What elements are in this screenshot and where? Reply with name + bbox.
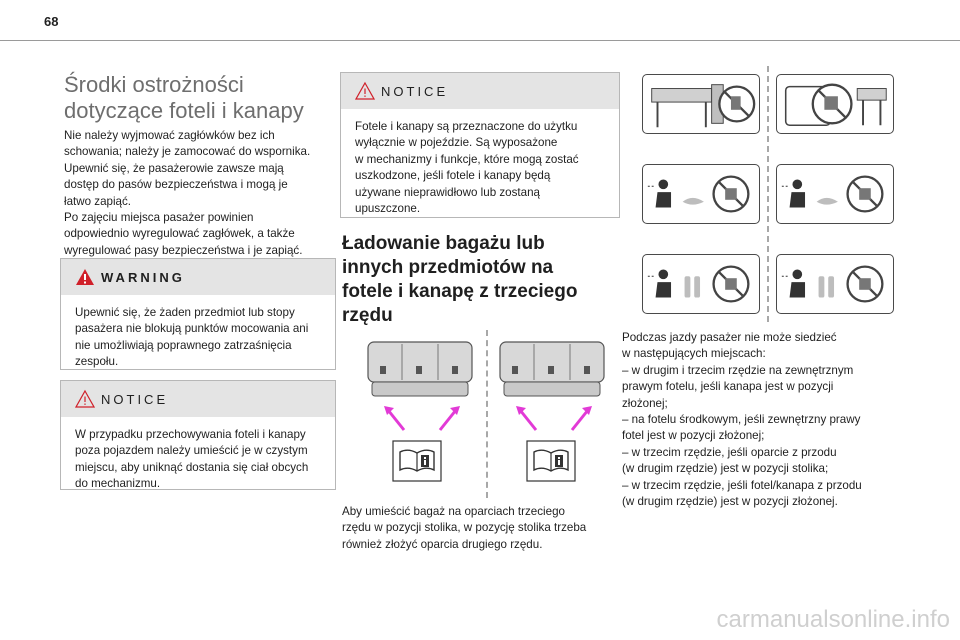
text-line: Podczas jazdy pasażer nie może siedzieć bbox=[622, 331, 837, 344]
passenger-stowed-seat-prohibited-icon bbox=[642, 254, 760, 314]
warning-header bbox=[61, 259, 335, 295]
intro-paragraph bbox=[64, 128, 344, 259]
text-line: upuszczone. bbox=[355, 202, 421, 216]
text-line: Nie należy wyjmować zagłówków bez ich bbox=[64, 129, 275, 142]
warning-label: WARNING bbox=[101, 270, 185, 285]
text-line: odpowiednio wyregulować zagłówek, a także bbox=[64, 227, 295, 241]
heading-line: Ładowanie bagażu lub bbox=[342, 233, 545, 254]
passenger-stowed-seat-prohibited-icon bbox=[776, 254, 894, 314]
notice-body bbox=[341, 109, 619, 227]
notice-triangle-icon bbox=[75, 389, 95, 409]
text-line: uszkodzone, jeśli fotele i kanapy będą bbox=[355, 169, 551, 183]
text-line: zespołu. bbox=[75, 355, 119, 369]
list-item: – na fotelu środkowym, jeśli zewnętrzny prawy bbox=[622, 413, 861, 427]
tablet-bench-prohibited-icon bbox=[776, 74, 894, 134]
notice-label: NOTICE bbox=[101, 392, 169, 407]
notice-header bbox=[341, 73, 619, 109]
notice-label: NOTICE bbox=[381, 84, 449, 99]
text-line: w mechanizmy i funkcje, które mogą zostać bbox=[355, 152, 579, 166]
text-line: fotel jest w pozycji złożonej; bbox=[622, 429, 765, 443]
notice-box-left bbox=[60, 380, 336, 490]
notice-body bbox=[61, 417, 335, 503]
owner-manual-icon bbox=[526, 440, 576, 482]
list-item: – w trzecim rzędzie, jeśli oparcie z przodu bbox=[622, 445, 837, 459]
warning-body bbox=[61, 295, 335, 381]
header-rule bbox=[0, 40, 960, 41]
divider-dashed bbox=[767, 66, 769, 322]
second-row-bench-image bbox=[498, 340, 606, 402]
list-item: – w trzecim rzędzie, jeśli fotel/kanapa z przodu bbox=[622, 478, 862, 492]
warning-box bbox=[60, 258, 336, 370]
passenger-folded-seat-prohibited-icon bbox=[642, 164, 760, 224]
text-line: rzędu w pozycji stolika, w pozycję stolika trzeba bbox=[342, 521, 587, 535]
section-title-line-2: dotyczące foteli i kanapy bbox=[64, 98, 304, 123]
section-title-line-1: Środki ostrożności bbox=[64, 72, 244, 97]
text-line: schowania; należy je zamocować do wspornika. bbox=[64, 145, 311, 159]
text-line: dostęp do pasów bezpieczeństwa i mogą je bbox=[64, 178, 288, 192]
text-line: złożonej; bbox=[622, 396, 668, 410]
warning-triangle-icon bbox=[75, 267, 95, 287]
text-line: W przypadku przechowywania foteli i kanapy bbox=[75, 428, 306, 441]
text-line: używane nieprawidłowo lub zostaną bbox=[355, 185, 540, 199]
text-line: (w drugim rzędzie) jest w pozycji stolika; bbox=[622, 462, 829, 476]
magenta-arrows-right bbox=[514, 404, 594, 434]
text-line: (w drugim rzędzie) jest w pozycji złożonej. bbox=[622, 495, 838, 509]
text-line: Aby umieścić bagaż na oparciach trzeciego bbox=[342, 505, 565, 518]
heading-line: innych przedmiotów na bbox=[342, 257, 554, 278]
text-line: Upewnić się, że żaden przedmiot lub stopy bbox=[75, 306, 295, 319]
text-line: miejscu, aby uniknąć dostania się ciał obcych bbox=[75, 460, 309, 474]
page-number: 68 bbox=[44, 14, 59, 29]
text-line: w następujących miejscach: bbox=[622, 347, 766, 361]
text-line: również złożyć oparcia drugiego rzędu. bbox=[342, 537, 543, 551]
text-line: do mechanizmu. bbox=[75, 477, 161, 491]
text-line: Upewnić się, że pasażerowie zawsze mają bbox=[64, 161, 284, 175]
text-line: wyłącznie w pojeździe. Są wyposażone bbox=[355, 136, 558, 150]
heading-line: rzędu bbox=[342, 305, 393, 326]
text-line: pasażera nie blokują punktów mocowania ani bbox=[75, 322, 309, 336]
heading-line: fotele i kanapę z trzeciego bbox=[342, 281, 578, 302]
notice-header bbox=[61, 381, 335, 417]
text-line: poza pojazdem należy umieścić je w czystym bbox=[75, 444, 308, 458]
folded-bench-prohibited-icon bbox=[642, 74, 760, 134]
luggage-heading bbox=[342, 232, 622, 328]
text-line: prawym fotelu, jeśli kanapa jest w pozycji bbox=[622, 380, 834, 394]
list-item: – w drugim i trzecim rzędzie na zewnętrznym bbox=[622, 363, 854, 377]
text-line: łatwo zapiąć. bbox=[64, 194, 132, 208]
third-row-bench-image bbox=[366, 340, 474, 402]
magenta-arrows-left bbox=[382, 404, 462, 434]
notice-box-middle bbox=[340, 72, 620, 218]
no-seating-icon-grid bbox=[640, 66, 896, 322]
text-line: Po zajęciu miejsca pasażer powinien bbox=[64, 211, 254, 225]
section-title bbox=[64, 72, 304, 124]
divider-dashed bbox=[486, 330, 488, 498]
passenger-folded-seat-prohibited-icon bbox=[776, 164, 894, 224]
text-line: Fotele i kanapy są przeznaczone do użytku bbox=[355, 120, 578, 133]
luggage-caption bbox=[342, 504, 626, 553]
owner-manual-icon bbox=[392, 440, 442, 482]
notice-triangle-icon bbox=[355, 81, 375, 101]
watermark[interactable]: carmanualsonline.info bbox=[716, 606, 950, 633]
text-line: nie umożliwiają poprawnego zatrzaśnięcia bbox=[75, 338, 292, 352]
seating-restrictions-text bbox=[622, 330, 922, 510]
seat-table-illustration bbox=[342, 330, 614, 498]
text-line: wyregulować pasy bezpieczeństwa i je zapiąć. bbox=[64, 243, 303, 257]
